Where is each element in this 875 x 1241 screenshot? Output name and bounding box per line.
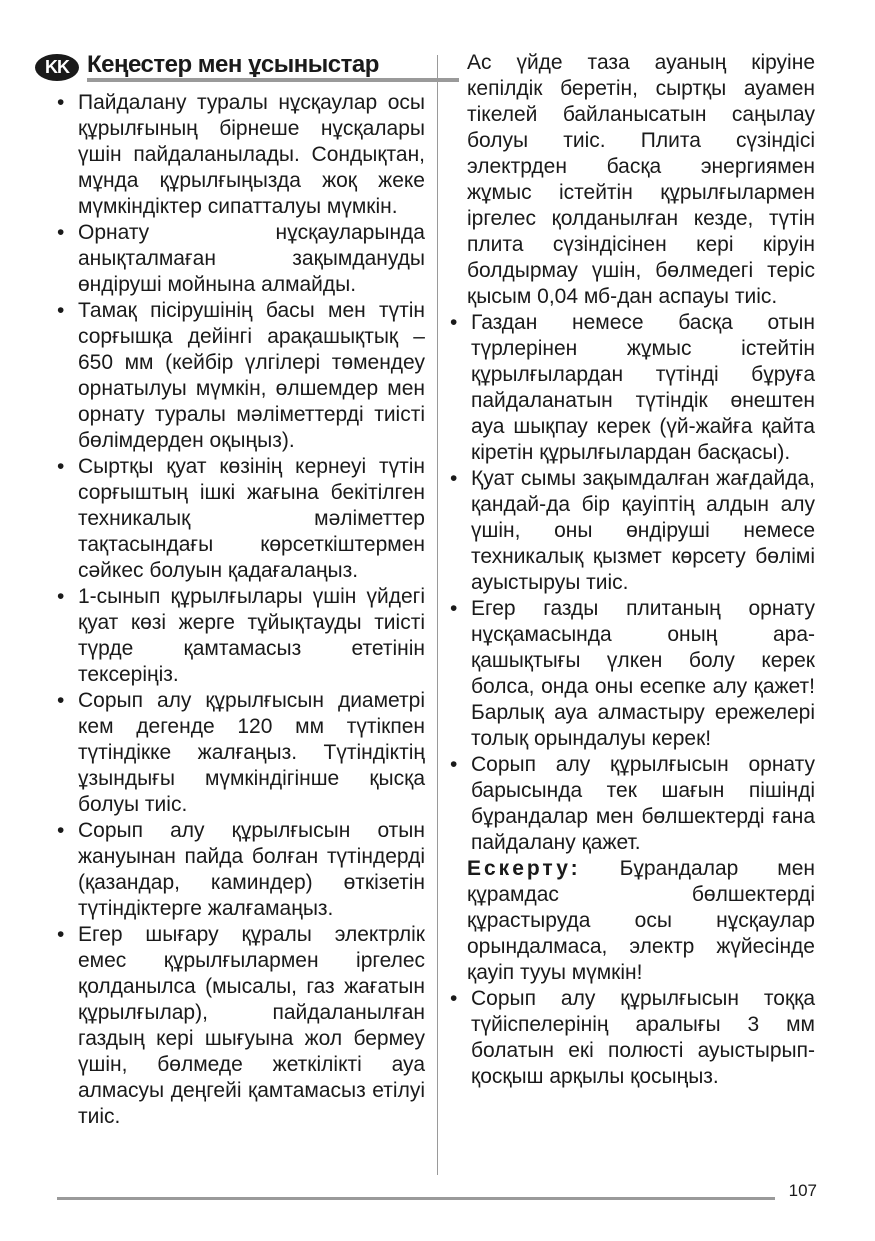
list-item: • Газдан немесе басқа отын түрлерінен жұмыс істейтін құрылғылардан түтінді бұруға пайдаланатын түтіндік өнештен ауа шықпау керек (үй-жайға қайта кіретін құрылғылардан басқасы). [450,310,815,466]
list-item: • Егер газды плитаның орнату нұсқамасында оның ара-қашықтығы үлкен болу керек болса, онда оны есепке алу қажет! Барлық ауа алмастыру ережелері толық орындалуы керек! [450,596,815,752]
footer-rule [57,1197,775,1200]
list-item: • Тамақ пісірушінің басы мен түтін сорғышқа дейінгі арақашықтық – 650 мм (кейбір үлгілері төмендеу орнатылуы мүмкін, өлшемдер мен орнату туралы мәліметтерді тиісті бөлімдерден оқыңыз). [57,298,425,454]
page-header [35,50,427,80]
left-column [57,90,425,1130]
header-underline [87,78,459,82]
right-column [450,50,815,1090]
page-title: Кеңестер мен ұсыныстар [87,51,379,78]
list-item: • 1-сынып құрылғылары үшін үйдегі қуат көзі жерге тұйықтауды тиісті түрде қамтамасыз ететінін тексеріңіз. [57,584,425,688]
warning-note [450,856,815,986]
list-item-continuation: Ас үйде таза ауаның кіруіне кепілдік беретін, сыртқы ауамен тікелей байланысатын саңылау болуы тиіс. Плита сүзіндісі электрден басқа энергиямен жұмыс істейтін құрылғылармен іргелес қолданылған кезде, түтін плита сүзіндісінен кері кіруін болдырмау үшін, бөлмедегі теріс қысым 0,04 мб-дан аспауы тиіс. [467,51,815,308]
list-item: • Сорып алу құрылғысын диаметрі кем дегенде 120 мм түтікпен түтіндікке жалғаңыз. Түтіндіктің ұзындығы мүмкіндігінше қысқа болуы тиіс. [57,688,425,818]
list-item: • Сорып алу құрылғысын отын жануынан пайда болған түтіндерді (қазандар, каминдер) өткізетін түтіндіктерге жалғамаңыз. [57,818,425,922]
page-number: 107 [788,1181,817,1200]
language-badge: KK [35,54,79,81]
list-item: • Пайдалану туралы нұсқаулар осы құрылғының бірнеше нұсқалары үшін пайдаланылады. Сондықтан, мұнда құрылғыңызда жоқ жеке мүмкіндіктер сипатталуы мүмкін. [57,90,425,220]
list-item: • Қуат сымы зақымдалған жағдайда, қандай-да бір қауіптің алдын алу үшін, оны өндіруші немесе техникалық қызмет көрсету бөлімі ауыстыруы тиіс. [450,466,815,596]
list-item: • Сорып алу құрылғысын орнату барысында тек шағын пішінді бұрандалар мен бөлшектерді ғана пайдалану қажет. [450,752,815,856]
column-divider [437,55,438,1175]
list-item: • Егер шығару құралы электрлік емес құрылғылармен іргелес қолданылса (мысалы, газ жағатын құрылғылар), пайдаланылған газдың кері шығуына жол бермеу үшін, бөлмеде жеткілікті ауа алмасуы деңгейі қамтамасыз етілуі тиіс. [57,922,425,1130]
list-item: • Орнату нұсқауларында анықталмаған зақымдануды өндіруші мойнына алмайды. [57,220,425,298]
list-item: • Сыртқы қуат көзінің кернеуі түтін сорғыштың ішкі жағына бекітілген техникалық мәліметтер тақтасындағы көрсеткіштермен сәйкес болуын қадағалаңыз. [57,454,425,584]
warning-label: Ескерту: [467,857,581,880]
warning-text: Бұрандалар мен құрамдас бөлшектерді құрастыруда осы нұсқаулар орындалмаса, электр жүйесінде қауіп тууы мүмкін! [467,857,815,984]
list-item: • Сорып алу құрылғысын тоққа түйіспелерінің аралығы 3 мм болатын екі полюсті ауыстырып-қосқыш арқылы қосыңыз. [450,986,815,1090]
